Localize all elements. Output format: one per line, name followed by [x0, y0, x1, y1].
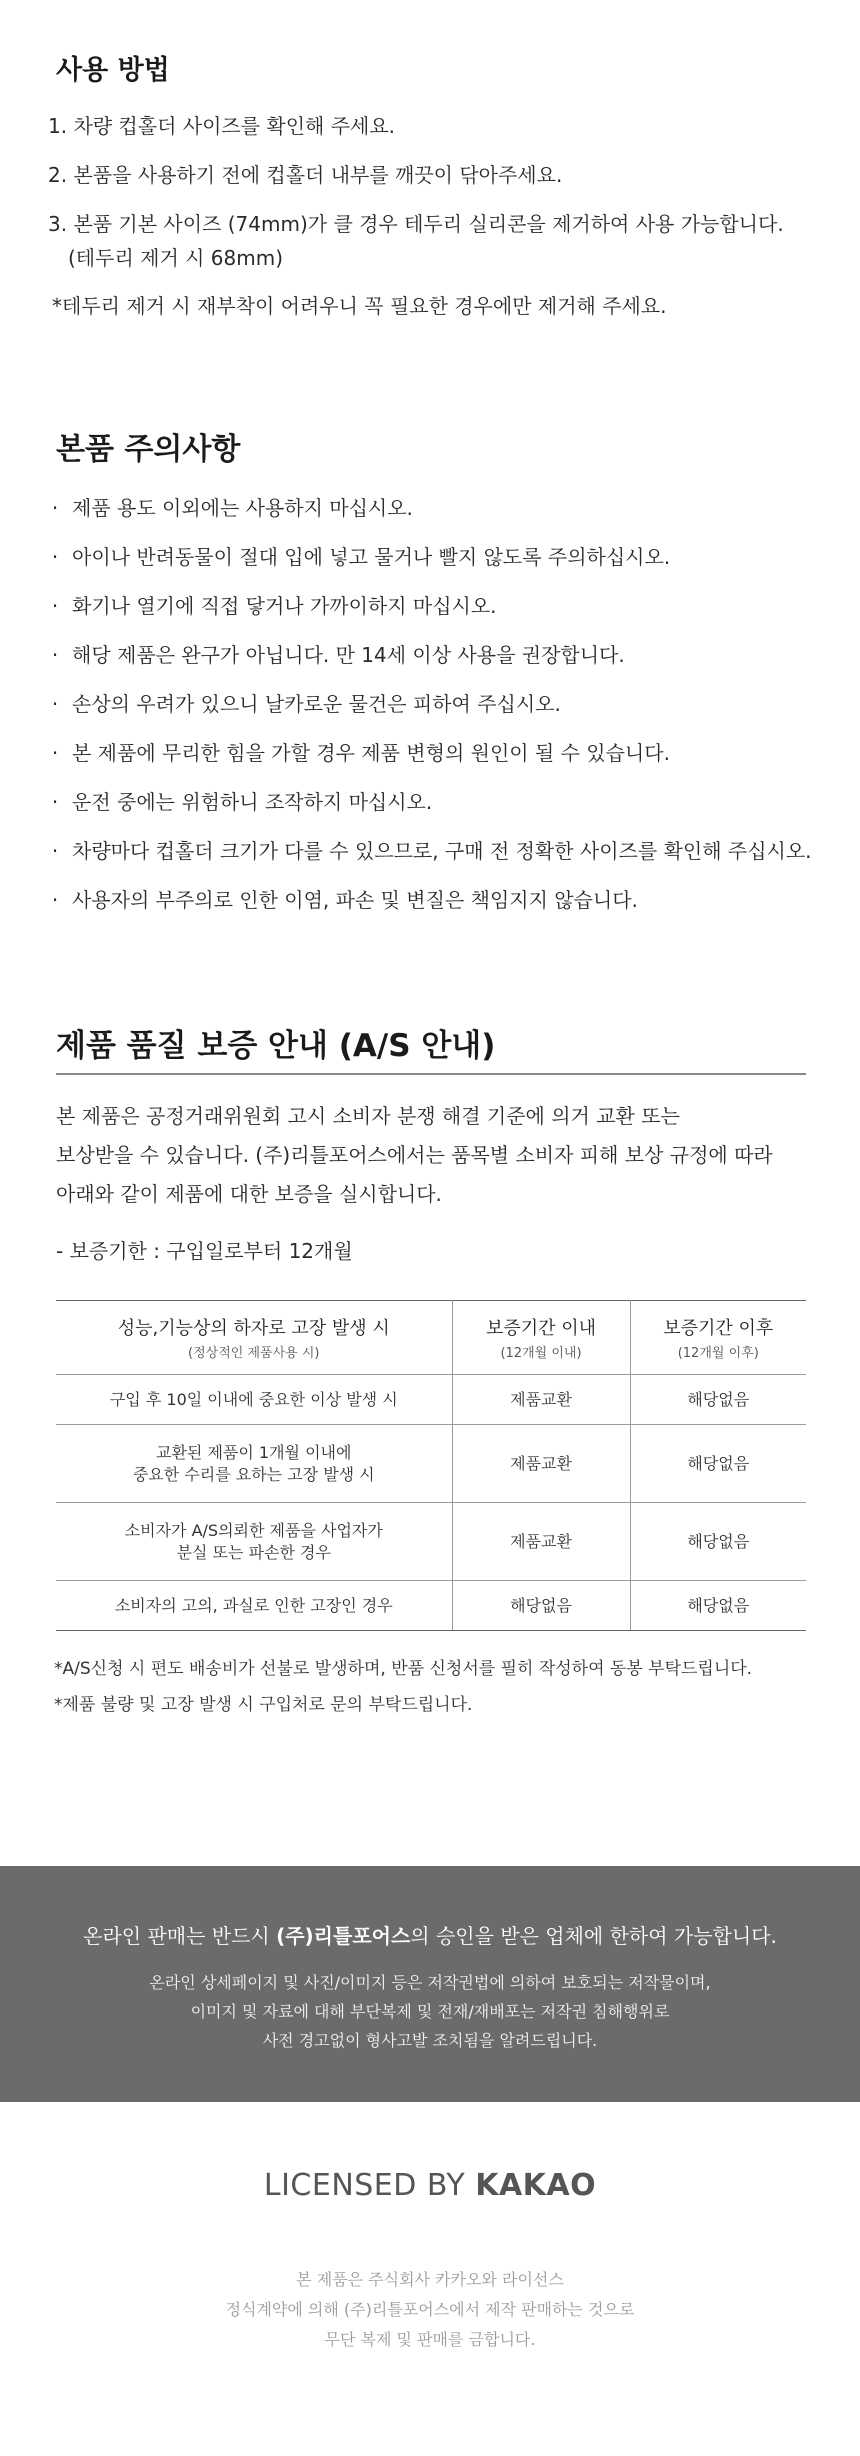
notice-line: 사전 경고없이 형사고발 조치됨을 알려드립니다. [262, 2031, 598, 2050]
header-sub: (12개월 이후) [677, 1346, 759, 1361]
condition-line: 구입 후 10일 이내에 중요한 이상 발생 시 [109, 1389, 398, 1409]
condition-line: 분실 또는 파손한 경우 [176, 1542, 331, 1562]
bullet-dot: · [51, 790, 59, 814]
row-after: 해당없음 [630, 1581, 806, 1631]
row-within: 해당없음 [452, 1581, 630, 1631]
row-condition [56, 1581, 452, 1631]
cautions-title: 본품 주의사항 [56, 432, 241, 467]
caution-item [48, 884, 638, 913]
condition-line: 중요한 수리를 요하는 고장 발생 시 [132, 1464, 375, 1484]
caution-text: 해당 제품은 완구가 아닙니다. 만 14세 이상 사용을 권장합니다. [72, 643, 625, 667]
caution-text: 손상의 우려가 있으니 날카로운 물건은 피하여 주십시오. [72, 692, 561, 716]
bullet-dot: · [51, 594, 59, 618]
warranty-paragraph-line: 보상받을 수 있습니다. (주)리틀포어스에서는 품목별 소비자 피해 보상 규정에 따라 [56, 1143, 773, 1167]
row-after: 해당없음 [630, 1425, 806, 1503]
notice-line: 온라인 상세페이지 및 사진/이미지 등은 저작권법에 의하여 보호되는 저작물이며, [149, 1973, 711, 1992]
table-row [56, 1503, 806, 1581]
header-after [630, 1301, 806, 1375]
as-note: *A/S신청 시 편도 배송비가 선불로 발생하며, 반품 신청서를 필히 작성하여 동봉 부탁드립니다. [54, 1659, 753, 1679]
condition-line: 소비자의 고의, 과실로 인한 고장인 경우 [114, 1595, 393, 1615]
usage-title: 사용 방법 [56, 55, 170, 86]
usage-step-2: 2. 본품을 사용하기 전에 컵홀더 내부를 깨끗이 닦아주세요. [48, 163, 563, 187]
row-condition [56, 1375, 452, 1425]
row-condition [56, 1503, 452, 1581]
usage-step-3-sub: (테두리 제거 시 68mm) [68, 246, 284, 270]
usage-note: *테두리 제거 시 재부착이 어려우니 꼭 필요한 경우에만 제거해 주세요. [52, 294, 667, 318]
bullet-dot: · [51, 496, 59, 520]
caution-text: 화기나 열기에 직접 닿거나 가까이하지 마십시오. [72, 594, 497, 618]
condition-line: 교환된 제품이 1개월 이내에 [156, 1442, 352, 1462]
cautions-section [0, 400, 860, 940]
license-line: 본 제품은 주식회사 카카오와 라이선스 [296, 2270, 564, 2289]
bullet-dot: · [51, 692, 59, 716]
row-condition [56, 1425, 452, 1503]
header-main: 보증기간 이내 [485, 1318, 597, 1339]
bullet-dot: · [51, 545, 59, 569]
caution-text: 본 제품에 무리한 힘을 가할 경우 제품 변형의 원인이 될 수 있습니다. [72, 741, 670, 765]
header-within [452, 1301, 630, 1375]
bullet-dot: · [51, 741, 59, 765]
bullet-dot: · [51, 839, 59, 863]
caution-item [48, 590, 497, 619]
header-condition [56, 1301, 452, 1375]
caution-item [48, 737, 670, 766]
notice-main-text: 의 승인을 받은 업체에 한하여 가능합니다. [410, 1924, 777, 1948]
header-sub: (12개월 이내) [500, 1346, 582, 1361]
row-after: 해당없음 [630, 1375, 806, 1425]
caution-item [48, 492, 413, 521]
caution-item [48, 688, 561, 717]
table-row [56, 1375, 806, 1425]
table-header-row [56, 1301, 806, 1375]
license-prefix: LICENSED BY [263, 2168, 476, 2203]
condition-line: 소비자가 A/S의뢰한 제품을 사업자가 [124, 1520, 383, 1540]
header-main: 보증기간 이후 [663, 1318, 774, 1339]
caution-item [48, 541, 670, 570]
title-divider [56, 1073, 806, 1075]
warranty-paragraph-line: 아래와 같이 제품에 대한 보증을 실시합니다. [56, 1182, 442, 1206]
caution-text: 제품 용도 이외에는 사용하지 마십시오. [72, 496, 413, 520]
notice-main-text: 온라인 판매는 반드시 [83, 1924, 277, 1948]
row-within: 제품교환 [452, 1503, 630, 1581]
row-within: 제품교환 [452, 1425, 630, 1503]
warranty-title: 제품 품질 보증 안내 (A/S 안내) [56, 1028, 496, 1064]
row-after: 해당없음 [630, 1503, 806, 1581]
row-within: 제품교환 [452, 1375, 630, 1425]
caution-text: 운전 중에는 위험하니 조작하지 마십시오. [72, 790, 433, 814]
license-section [0, 2102, 860, 2456]
license-brand: KAKAO [475, 2168, 597, 2203]
bullet-dot: · [51, 888, 59, 912]
license-line: 정식계약에 의해 (주)리틀포어스에서 제작 판매하는 것으로 [225, 2300, 635, 2319]
caution-text: 사용자의 부주의로 인한 이염, 파손 및 변질은 책임지지 않습니다. [72, 888, 638, 912]
warranty-paragraph-line: 본 제품은 공정거래위원회 고시 소비자 분쟁 해결 기준에 의거 교환 또는 [56, 1104, 680, 1128]
notice-main [0, 1920, 860, 1949]
copyright-notice [0, 1866, 860, 2102]
license-line: 무단 복제 및 판매를 금합니다. [324, 2330, 536, 2349]
as-table [56, 1300, 806, 1631]
usage-section [0, 0, 860, 360]
table-row [56, 1581, 806, 1631]
caution-item [48, 786, 432, 815]
usage-step-3: 3. 본품 기본 사이즈 (74mm)가 클 경우 테두리 실리콘을 제거하여 사용 가능합니다. [48, 212, 784, 236]
caution-text: 아이나 반려동물이 절대 입에 넣고 물거나 빨지 않도록 주의하십시오. [72, 545, 671, 569]
usage-step-1: 1. 차량 컵홀더 사이즈를 확인해 주세요. [48, 114, 396, 138]
bullet-dot: · [51, 643, 59, 667]
header-main: 성능,기능상의 하자로 고장 발생 시 [117, 1318, 390, 1339]
warranty-section [0, 1000, 860, 1780]
table-row [56, 1425, 806, 1503]
caution-item [48, 639, 625, 668]
notice-line: 이미지 및 자료에 대해 부단복제 및 전재/재배포는 저작권 침해행위로 [190, 2002, 670, 2021]
warranty-period: - 보증기한 : 구입일로부터 12개월 [56, 1239, 353, 1263]
license-title [0, 2168, 860, 2203]
company-name: (주)리틀포어스 [276, 1924, 411, 1948]
header-sub: (정상적인 제품사용 시) [188, 1346, 320, 1361]
caution-item [48, 835, 812, 864]
as-note: *제품 불량 및 고장 발생 시 구입처로 문의 부탁드립니다. [54, 1695, 473, 1715]
caution-text: 차량마다 컵홀더 크기가 다를 수 있으므로, 구매 전 정확한 사이즈를 확인해 주십시오. [72, 839, 812, 863]
